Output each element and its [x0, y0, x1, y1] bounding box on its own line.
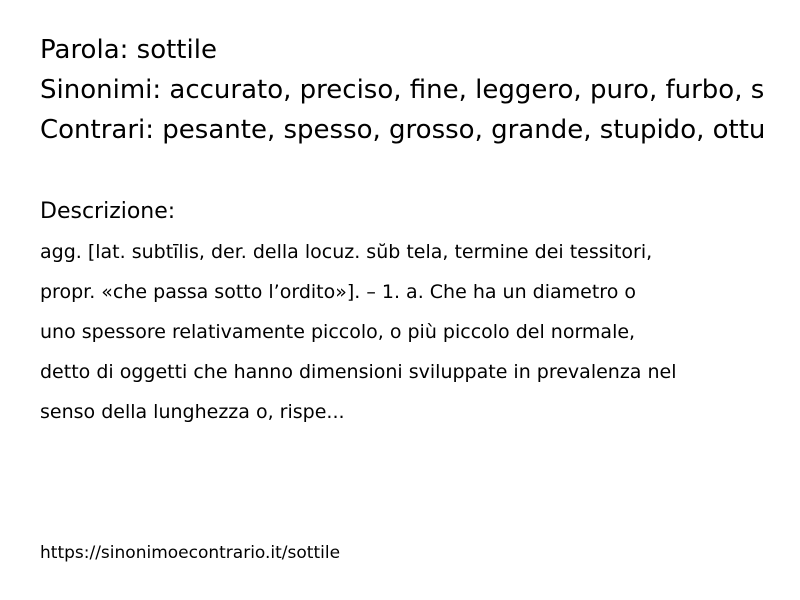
description-line: agg. [lat. subtīlis, der. della locuz. sŭb tela, termine dei tessitori,: [40, 241, 653, 263]
synonyms-value: accurato, preciso, fine, leggero, puro, furbo, s: [169, 75, 765, 105]
antonyms-value: pesante, spesso, grosso, grande, stupido, ottu: [162, 115, 766, 145]
description-line: uno spessore relativamente piccolo, o più piccolo del normale,: [40, 321, 636, 343]
word-label: Parola:: [40, 35, 129, 65]
antonyms-line: [40, 117, 765, 143]
word-line: [40, 37, 217, 63]
synonyms-line: [40, 77, 764, 103]
synonyms-label: Sinonimi:: [40, 75, 162, 105]
description-line: detto di oggetti che hanno dimensioni sviluppate in prevalenza nel: [40, 361, 677, 383]
description-line: senso della lunghezza o, rispe...: [40, 401, 345, 423]
antonyms-label: Contrari:: [40, 115, 155, 145]
source-url: https://sinonimoecontrario.it/sottile: [40, 543, 341, 563]
word-value: sottile: [136, 35, 217, 65]
description-line: propr. «che passa sotto l’ordito»]. – 1. a. Che ha un diametro o: [40, 281, 636, 303]
description-heading: Descrizione:: [40, 199, 176, 224]
